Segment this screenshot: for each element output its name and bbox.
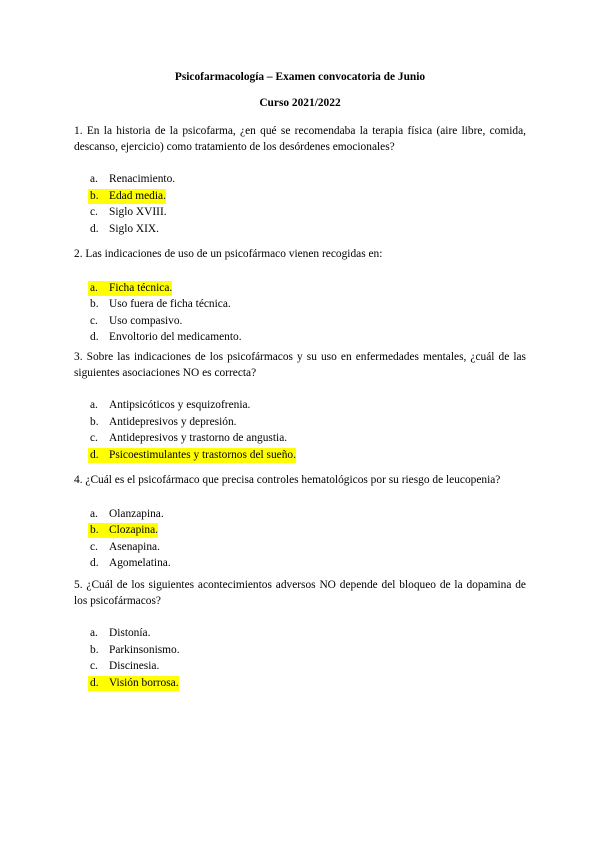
option-letter: b. <box>90 415 99 428</box>
option-letter: b. <box>90 524 99 536</box>
highlighted-answer: Psicoestimulantes y trastornos del sueño. <box>109 448 296 461</box>
answer-option <box>74 658 526 675</box>
answer-option <box>74 397 526 414</box>
option-text: Antidepresivos y trastorno de angustia. <box>109 432 288 444</box>
answer-option <box>74 280 526 297</box>
question-text: 4. ¿Cuál es el psicofármaco que precisa controles hematológicos por su riesgo de leucopenia? <box>74 474 501 486</box>
option-text: Siglo XIX. <box>109 222 159 235</box>
highlighted-answer: Visión borrosa. <box>109 676 179 689</box>
option-text: Antipsicóticos y esquizofrenia. <box>109 399 251 411</box>
option-letter: a. <box>90 281 98 294</box>
options-list <box>74 506 526 572</box>
option-text: Envoltorio del medicamento. <box>109 331 242 343</box>
question-4 <box>74 473 526 572</box>
option-letter: a. <box>90 399 98 411</box>
answer-option <box>74 329 526 346</box>
answer-option <box>74 313 526 330</box>
option-text: Uso compasivo. <box>109 314 183 327</box>
page-title: Psicofarmacología – Examen convocatoria de Junio <box>174 71 426 83</box>
question-2 <box>74 247 526 346</box>
highlighted-answer: Clozapina. <box>109 524 159 536</box>
option-text: Antidepresivos y depresión. <box>109 415 237 428</box>
answer-option <box>74 171 526 188</box>
option-letter: d. <box>90 676 99 689</box>
course-subtitle: Curso 2021/2022 <box>259 97 341 109</box>
answer-option <box>74 221 526 238</box>
options-list <box>74 625 526 691</box>
highlighted-answer: Edad media. <box>109 189 166 202</box>
question-text: 1. En la historia de la psicofarma, ¿en qué se recomendaba la terapia física (aire libre, comida, descanso, ejercicio) como tratamiento de los desórdenes emocionales? <box>74 125 526 153</box>
option-letter: c. <box>90 540 98 553</box>
options-list <box>74 397 526 463</box>
option-text: Uso fuera de ficha técnica. <box>109 298 231 310</box>
option-letter: a. <box>90 507 98 520</box>
option-letter: b. <box>90 189 99 202</box>
option-text: Renacimiento. <box>109 173 176 185</box>
option-letter: c. <box>90 660 98 672</box>
options-list <box>74 280 526 346</box>
answer-option <box>74 642 526 659</box>
answer-option <box>74 447 526 464</box>
answer-option <box>74 414 526 431</box>
option-letter: a. <box>90 173 98 185</box>
option-text: Agomelatina. <box>109 557 171 569</box>
answer-option <box>74 430 526 447</box>
question-text: 2. Las indicaciones de uso de un psicofármaco vienen recogidas en: <box>74 248 383 260</box>
option-text: Olanzapina. <box>109 507 164 520</box>
answer-option <box>74 555 526 572</box>
answer-option <box>74 506 526 523</box>
option-text: Siglo XVIII. <box>109 206 167 218</box>
option-letter: b. <box>90 298 99 310</box>
option-text: Distonía. <box>109 627 151 639</box>
option-letter: a. <box>90 627 98 639</box>
option-text: Discinesia. <box>109 660 160 672</box>
option-letter: d. <box>90 331 99 343</box>
answer-option <box>74 188 526 205</box>
option-letter: c. <box>90 432 98 444</box>
option-letter: b. <box>90 643 99 656</box>
option-letter: d. <box>90 557 99 569</box>
option-letter: c. <box>90 206 98 218</box>
answer-option <box>74 522 526 539</box>
question-3 <box>74 350 526 463</box>
option-letter: c. <box>90 314 98 327</box>
option-text: Parkinsonismo. <box>109 643 180 656</box>
answer-option <box>74 539 526 556</box>
option-letter: d. <box>90 448 99 461</box>
question-5 <box>74 578 526 691</box>
option-letter: d. <box>90 222 99 235</box>
question-text: 5. ¿Cuál de los siguientes acontecimientos adversos NO depende del bloqueo de la dopamina de los psicofármacos? <box>74 579 526 607</box>
answer-option <box>74 625 526 642</box>
answer-option <box>74 296 526 313</box>
options-list <box>74 171 526 237</box>
question-1 <box>74 124 526 237</box>
answer-option <box>74 675 526 692</box>
question-text: 3. Sobre las indicaciones de los psicofármacos y su uso en enfermedades mentales, ¿cuál de las siguientes asociaciones NO es correcta? <box>74 351 526 379</box>
highlighted-answer: Ficha técnica. <box>109 281 173 294</box>
option-text: Asenapina. <box>109 540 160 553</box>
answer-option <box>74 204 526 221</box>
